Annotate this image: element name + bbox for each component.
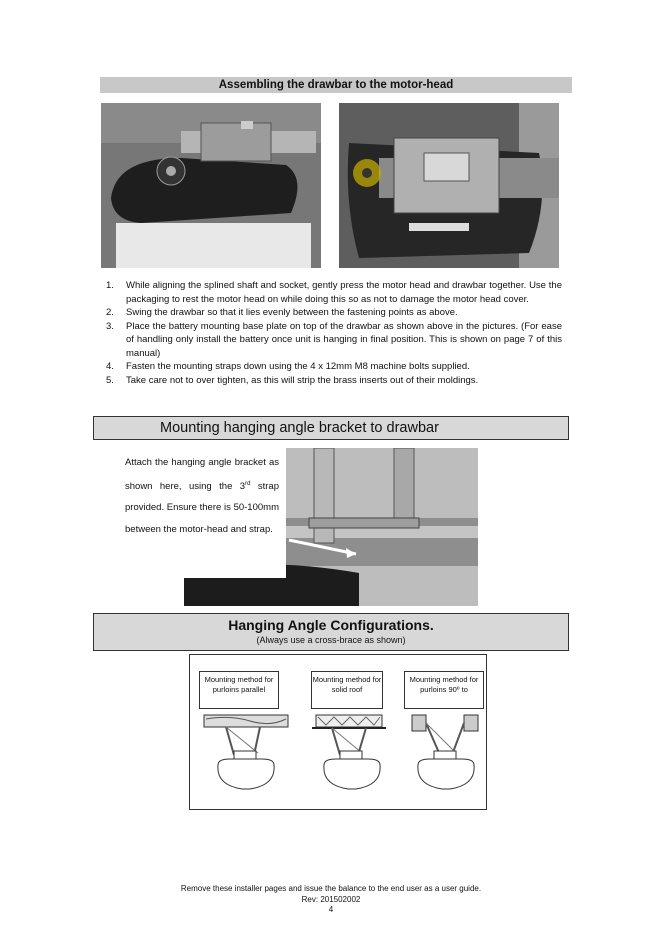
photo-motor-head-drawbar-top: [339, 103, 559, 268]
config-solid-roof-illustration: [312, 715, 386, 789]
list-item: 4. Fasten the mounting straps down using the 4 x 12mm M8 machine bolts supplied.: [106, 361, 470, 372]
hanging-title: Hanging Angle Configurations.: [228, 617, 434, 633]
list-item: 3. Place the battery mounting base plate on top of the drawbar as shown above in the pictures. (For ease of handling only install the battery once unit is hanging in final position. This is shown on page 7 of this manual): [106, 320, 562, 359]
list-item: 5. Take care not to over tighten, as this will strip the brass inserts out of their moldings.: [106, 374, 479, 386]
list-item: 1. While aligning the splined shaft and socket, gently press the motor head and drawbar together. Use the packaging to rest the motor head on while doing this so as not to damage the motor head cover.: [106, 280, 562, 305]
hanging-configurations-diagram: [189, 654, 487, 810]
footer-note: Remove these installer pages and issue the balance to the end user as a user guide.: [180, 884, 482, 893]
assembly-steps: [106, 279, 562, 387]
bracket-section-title: [93, 416, 569, 440]
bracket-instructions: Attach the hanging angle bracket as shown here, using the 3rd strap provided. Ensure there is 50-100mm between the motor-head and strap.: [125, 457, 279, 535]
page-number: 4: [328, 905, 334, 914]
photo-motor-head-drawbar-side: [101, 103, 321, 268]
method-label-parallel: Mounting method for purloins parallel: [199, 671, 279, 709]
footer-revision: Rev: 201502002: [301, 895, 361, 904]
assembly-section-title: Assembling the drawbar to the motor-head: [100, 77, 572, 93]
config-parallel-illustration: [204, 715, 288, 789]
hanging-subtitle: (Always use a cross-brace as shown): [256, 635, 406, 645]
method-label-perpendicular: Mounting method for purloins 90º to: [404, 671, 484, 709]
bracket-title-text: Mounting hanging angle bracket to drawbar: [160, 420, 439, 436]
list-item: 2. Swing the drawbar so that it lies evenly between the fastening points as above.: [106, 307, 458, 318]
method-label-solid-roof: Mounting method for solid roof: [311, 671, 383, 709]
config-perpendicular-illustration: [412, 715, 478, 789]
hanging-section-title: [93, 613, 569, 651]
config-illustrations: [190, 713, 486, 805]
